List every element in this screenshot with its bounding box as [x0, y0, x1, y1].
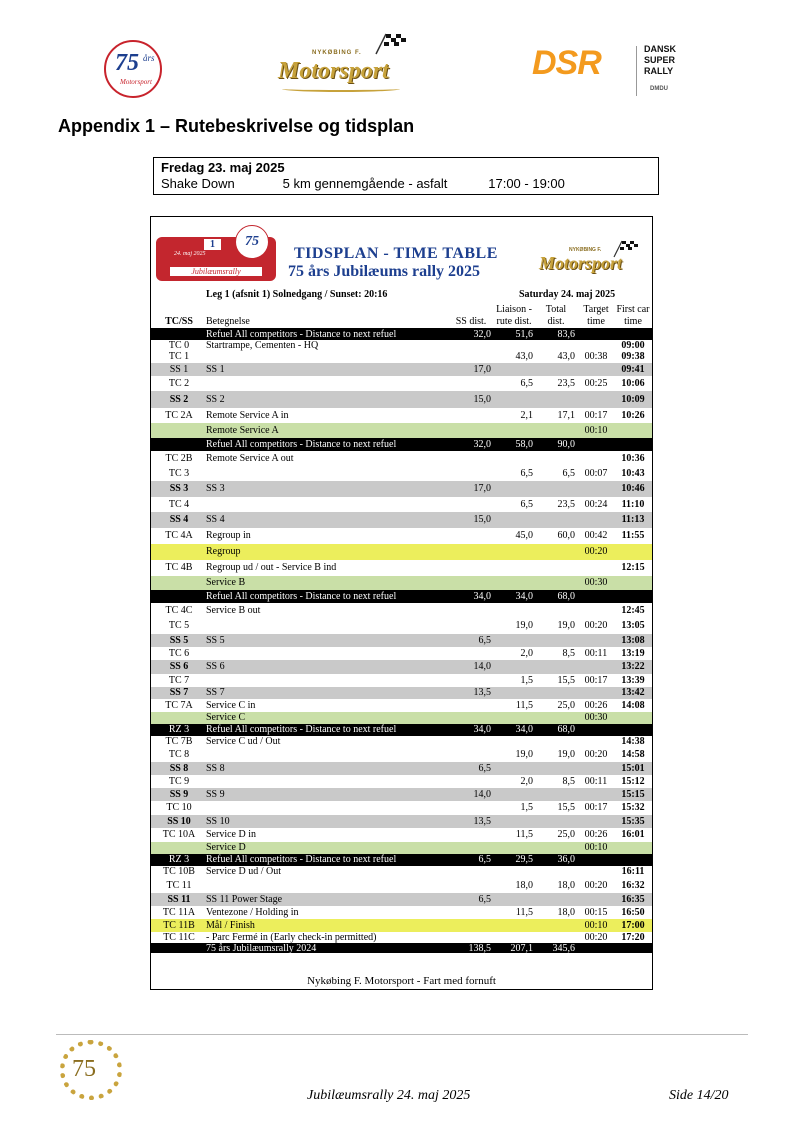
cell-desc: Refuel All competitors - Distance to next refuel	[206, 724, 397, 735]
cell-tot: 25,0	[557, 829, 575, 840]
cell-li: 45,0	[515, 530, 533, 541]
cell-fc: 10:06	[621, 378, 645, 389]
cell-tgt: 00:24	[584, 499, 608, 510]
cell-tc: TC 1	[168, 351, 190, 362]
cell-tc: TC 2A	[165, 410, 193, 421]
cell-li: 51,6	[515, 329, 533, 340]
logo-dsr-small: DMDU	[650, 86, 668, 92]
cell-ss: 34,0	[473, 591, 491, 602]
cell-tc: SS 4	[169, 514, 189, 525]
table-row	[151, 466, 652, 481]
cell-desc: - Parc Fermé in (Early check-in permitted)	[206, 932, 377, 943]
cell-tc: TC 4	[168, 499, 190, 510]
cell-fc: 15:12	[621, 776, 645, 787]
cell-li: 43,0	[515, 351, 533, 362]
cell-tot: 8,5	[562, 648, 575, 659]
cell-tc: SS 7	[169, 687, 189, 698]
cell-ss: 6,5	[478, 635, 491, 646]
cell-desc: Remote Service A	[206, 425, 279, 436]
cell-fc: 13:08	[621, 635, 645, 646]
table-row	[151, 674, 652, 687]
table-row	[151, 451, 652, 466]
leg-info	[151, 289, 652, 303]
cell-fc: 13:42	[621, 687, 645, 698]
cell-tot: 68,0	[557, 724, 575, 735]
col-tc: TC/SS	[165, 316, 193, 327]
cell-desc: Refuel All competitors - Distance to next refuel	[206, 329, 397, 340]
logo-dsr-line3: RALLY	[644, 66, 674, 76]
footer-page-number: Side 14/20	[669, 1088, 729, 1103]
cell-tgt: 00:17	[584, 675, 608, 686]
col-desc: Betegnelse	[206, 316, 250, 327]
cell-tgt: 00:11	[584, 776, 608, 787]
cell-tot: 90,0	[557, 439, 575, 450]
cell-desc: Service D ud / Out	[206, 866, 281, 877]
table-row	[151, 590, 652, 603]
cell-tc: SS 2	[169, 394, 189, 405]
cell-desc: Remote Service A out	[206, 453, 294, 464]
table-row	[151, 828, 652, 842]
cell-tot: 15,5	[557, 802, 575, 813]
rally-plate-75-logo: 75	[235, 225, 269, 259]
cell-tot: 25,0	[557, 700, 575, 711]
cell-li: 207,1	[510, 943, 533, 954]
cell-tot: 15,5	[557, 675, 575, 686]
cell-tc: TC 9	[168, 776, 190, 787]
cell-li: 2,0	[520, 648, 533, 659]
cell-tc: TC 7	[168, 675, 190, 686]
page-heading: Appendix 1 – Rutebeskrivelse og tidsplan	[58, 116, 415, 136]
table-row	[151, 712, 652, 724]
cell-li: 19,0	[515, 749, 533, 760]
cell-tc: TC 4B	[165, 562, 193, 573]
cell-li: 6,5	[520, 468, 533, 479]
cell-fc: 15:32	[621, 802, 645, 813]
logo-75-years	[104, 40, 162, 98]
cell-tc: TC 6	[168, 648, 190, 659]
cell-tot: 6,5	[562, 468, 575, 479]
cell-fc: 11:10	[621, 499, 645, 510]
logo-dsr-mark: DSR	[532, 44, 601, 82]
col-firstcar-bottom: time	[624, 316, 642, 327]
logo-75-aar: års	[143, 53, 155, 63]
cell-li: 11,5	[515, 907, 533, 918]
cell-tc: RZ 3	[168, 724, 190, 735]
shakedown-row	[161, 176, 651, 191]
cell-tgt: 00:30	[584, 712, 608, 723]
table-row	[151, 376, 652, 391]
cell-desc: Startrampe, Cementen - HQ	[206, 340, 319, 351]
cell-fc: 11:13	[621, 514, 645, 525]
cell-desc: Regroup in	[206, 530, 251, 541]
table-row	[151, 660, 652, 674]
table-row	[151, 560, 652, 576]
table-row	[151, 340, 652, 351]
cell-desc: SS 8	[206, 763, 225, 774]
cell-tc: TC 10A	[162, 829, 196, 840]
leg-info-date: Saturday 24. maj 2025	[519, 289, 616, 300]
table-row	[151, 748, 652, 762]
timetable-subtitle: 75 års Jubilæums rally 2025	[288, 263, 481, 280]
cell-tot: 60,0	[557, 530, 575, 541]
table-row	[151, 699, 652, 712]
col-ss: SS dist.	[455, 316, 487, 327]
cell-tot: 23,5	[557, 378, 575, 389]
cell-desc: Service C in	[206, 700, 256, 711]
table-row	[151, 408, 652, 423]
cell-li: 58,0	[515, 439, 533, 450]
shakedown-box	[153, 157, 659, 195]
col-target-bottom: time	[587, 316, 605, 327]
logo-dsr-line1: DANSK	[644, 44, 677, 54]
cell-fc: 10:36	[621, 453, 645, 464]
cell-tc: RZ 3	[168, 854, 190, 865]
cell-desc: Regroup ud / out - Service B ind	[206, 562, 337, 573]
cell-fc: 16:32	[621, 880, 645, 891]
cell-tot: 43,0	[557, 351, 575, 362]
table-row	[151, 919, 652, 932]
cell-fc: 15:15	[621, 789, 645, 800]
cell-fc: 13:39	[621, 675, 645, 686]
table-row	[151, 618, 652, 634]
col-total-top: Total	[545, 304, 567, 315]
cell-tc: TC 0	[168, 340, 190, 351]
cell-li: 34,0	[515, 591, 533, 602]
cell-li: 2,1	[520, 410, 533, 421]
cell-tgt: 00:20	[584, 932, 608, 943]
timetable-title: TIDSPLAN - TIME TABLE	[294, 245, 498, 262]
cell-ss: 6,5	[478, 894, 491, 905]
cell-tc: SS 6	[169, 661, 189, 672]
col-liaison-bottom: rute dist.	[496, 316, 532, 327]
cell-fc: 13:22	[621, 661, 645, 672]
table-row	[151, 801, 652, 815]
cell-tc: TC 10B	[163, 866, 195, 877]
cell-desc: SS 3	[206, 483, 225, 494]
table-row	[151, 634, 652, 647]
cell-tc: TC 7B	[165, 736, 193, 747]
cell-desc: Regroup	[206, 546, 241, 557]
table-row	[151, 603, 652, 618]
cell-fc: 14:58	[621, 749, 645, 760]
timetable-column-headers	[151, 303, 652, 329]
cell-tgt: 00:20	[584, 749, 608, 760]
cell-tc: TC 8	[168, 749, 190, 760]
cell-ss: 34,0	[473, 724, 491, 735]
logo-nm-swoosh	[282, 86, 400, 92]
cell-ss: 6,5	[478, 854, 491, 865]
shakedown-date: Fredag 23. maj 2025	[161, 160, 285, 175]
cell-tot: 83,6	[557, 329, 575, 340]
footer-wreath-number: 75	[72, 1056, 96, 1082]
table-row	[151, 762, 652, 775]
cell-fc: 17:20	[621, 932, 645, 943]
cell-ss: 17,0	[473, 483, 491, 494]
cell-tc: TC 7A	[165, 700, 193, 711]
cell-desc: SS 5	[206, 635, 225, 646]
cell-fc: 11:55	[621, 530, 645, 541]
shakedown-label: Shake Down	[161, 176, 235, 191]
cell-fc: 16:35	[621, 894, 645, 905]
cell-tgt: 00:20	[584, 880, 608, 891]
cell-fc: 10:46	[621, 483, 645, 494]
cell-tgt: 00:42	[584, 530, 608, 541]
cell-desc: SS 11 Power Stage	[206, 894, 283, 905]
cell-desc: SS 4	[206, 514, 225, 525]
cell-ss: 13,5	[473, 816, 491, 827]
timetable-header	[151, 217, 652, 287]
cell-tgt: 00:17	[584, 410, 608, 421]
cell-ss: 32,0	[473, 329, 491, 340]
shakedown-time: 17:00 - 19:00	[488, 176, 565, 191]
cell-tc: TC 11A	[162, 907, 196, 918]
cell-desc: Mål / Finish	[206, 920, 255, 931]
col-firstcar-top: First car	[616, 304, 650, 315]
rally-plate-name: Jubilæumsrally	[170, 267, 262, 276]
cell-li: 18,0	[515, 880, 533, 891]
cell-tc: TC 11	[166, 880, 192, 891]
cell-tgt: 00:26	[584, 829, 608, 840]
cell-tot: 19,0	[557, 620, 575, 631]
cell-tgt: 00:25	[584, 378, 608, 389]
timetable	[150, 216, 653, 990]
cell-fc: 14:38	[621, 736, 645, 747]
table-row	[151, 363, 652, 376]
cell-ss: 17,0	[473, 364, 491, 375]
cell-fc: 12:15	[621, 562, 645, 573]
cell-tgt: 00:30	[584, 577, 608, 588]
leg-info-left: Leg 1 (afsnit 1) Solnedgang / Sunset: 20:16	[206, 289, 388, 300]
table-row	[151, 497, 652, 512]
cell-li: 6,5	[520, 499, 533, 510]
cell-desc: Refuel All competitors - Distance to next refuel	[206, 854, 397, 865]
cell-tgt: 00:11	[584, 648, 608, 659]
table-row	[151, 815, 652, 828]
cell-tot: 8,5	[562, 776, 575, 787]
cell-tc: TC 4A	[165, 530, 193, 541]
cell-tc: SS 9	[169, 789, 189, 800]
cell-tc: TC 10	[166, 802, 192, 813]
timetable-footer: Nykøbing F. Motorsport - Fart med fornuft	[307, 975, 496, 987]
timetable-nm-small: NYKØBING F.	[569, 247, 602, 253]
cell-li: 34,0	[515, 724, 533, 735]
cell-tot: 18,0	[557, 907, 575, 918]
cell-fc: 16:01	[621, 829, 645, 840]
cell-fc: 13:19	[621, 648, 645, 659]
cell-fc: 10:43	[621, 468, 645, 479]
cell-li: 11,5	[515, 700, 533, 711]
cell-tgt: 00:10	[584, 425, 608, 436]
logo-nm-small: NYKØBING F.	[312, 50, 362, 56]
cell-tc: TC 3	[168, 468, 190, 479]
timetable-nm-logo	[537, 239, 645, 279]
table-row	[151, 544, 652, 560]
cell-tgt: 00:26	[584, 700, 608, 711]
cell-ss: 14,0	[473, 661, 491, 672]
cell-ss: 14,0	[473, 789, 491, 800]
table-row	[151, 329, 652, 340]
table-row	[151, 932, 652, 943]
table-row	[151, 423, 652, 438]
table-row	[151, 854, 652, 866]
table-row	[151, 788, 652, 801]
cell-tot: 17,1	[557, 410, 575, 421]
cell-tot: 19,0	[557, 749, 575, 760]
cell-desc: SS 9	[206, 789, 225, 800]
cell-tgt: 00:15	[584, 907, 608, 918]
cell-tgt: 00:17	[584, 802, 608, 813]
cell-ss: 138,5	[468, 943, 491, 954]
cell-tc: SS 10	[167, 816, 191, 827]
logo-dsr-separator	[636, 46, 637, 96]
footer-75-wreath-logo	[56, 1040, 126, 1100]
table-row	[151, 842, 652, 854]
table-row	[151, 724, 652, 736]
table-row	[151, 351, 652, 363]
table-row	[151, 647, 652, 660]
shakedown-desc: 5 km gennemgående - asfalt	[282, 176, 448, 191]
cell-tc: TC 11C	[163, 932, 195, 943]
logo-dsr-words	[644, 44, 676, 77]
col-target-top: Target	[583, 304, 609, 315]
cell-ss: 15,0	[473, 394, 491, 405]
cell-desc: SS 7	[206, 687, 225, 698]
cell-tc: SS 11	[167, 894, 191, 905]
cell-tgt: 00:10	[584, 920, 608, 931]
table-row	[151, 736, 652, 748]
table-row	[151, 943, 652, 953]
cell-tot: 68,0	[557, 591, 575, 602]
logo-dsr-line2: SUPER	[644, 55, 676, 65]
cell-li: 19,0	[515, 620, 533, 631]
cell-desc: SS 2	[206, 394, 225, 405]
table-row	[151, 878, 652, 893]
table-row	[151, 512, 652, 528]
col-total-bottom: dist.	[547, 316, 565, 327]
logo-nykobing-motorsport	[274, 32, 414, 98]
table-row	[151, 528, 652, 544]
cell-tc: SS 5	[169, 635, 189, 646]
cell-li: 2,0	[520, 776, 533, 787]
timetable-rows	[151, 329, 652, 953]
cell-tot: 23,5	[557, 499, 575, 510]
cell-fc: 10:09	[621, 394, 645, 405]
cell-ss: 32,0	[473, 439, 491, 450]
cell-desc: Service C ud / Out	[206, 736, 281, 747]
cell-fc: 09:00	[621, 340, 645, 351]
timetable-nm-big: Motorsport	[539, 253, 623, 273]
footer-event: Jubilæumsrally 24. maj 2025	[307, 1088, 471, 1103]
table-row	[151, 391, 652, 408]
cell-fc: 14:08	[621, 700, 645, 711]
cell-tot: 18,0	[557, 880, 575, 891]
cell-desc: SS 1	[206, 364, 225, 375]
cell-ss: 15,0	[473, 514, 491, 525]
cell-tot: 36,0	[557, 854, 575, 865]
cell-fc: 15:35	[621, 816, 645, 827]
logo-nm-big: Motorsport	[278, 58, 389, 84]
cell-desc: Refuel All competitors - Distance to next refuel	[206, 439, 397, 450]
cell-li: 11,5	[515, 829, 533, 840]
rally-plate-date: 24. maj 2025	[174, 251, 206, 257]
cell-tc: TC 2B	[165, 453, 193, 464]
cell-fc: 17:00	[621, 920, 645, 931]
cell-desc: Refuel All competitors - Distance to next refuel	[206, 591, 397, 602]
logo-75-sub: Motorsport	[120, 78, 152, 86]
cell-tc: TC 4C	[165, 605, 193, 616]
cell-li: 1,5	[520, 802, 533, 813]
checkered-flag-icon	[372, 32, 412, 56]
cell-fc: 16:11	[621, 866, 645, 877]
table-row	[151, 775, 652, 788]
cell-li: 29,5	[515, 854, 533, 865]
cell-tgt: 00:10	[584, 842, 608, 853]
cell-desc: Service C	[206, 712, 246, 723]
table-row	[151, 906, 652, 919]
footer-divider	[56, 1034, 748, 1035]
logo-dansk-super-rally	[532, 42, 702, 102]
cell-fc: 15:01	[621, 763, 645, 774]
cell-tgt: 00:07	[584, 468, 608, 479]
table-row	[151, 438, 652, 451]
table-row	[151, 481, 652, 497]
logo-75-number: 75	[115, 50, 139, 76]
table-row	[151, 687, 652, 699]
cell-tc: TC 2	[168, 378, 190, 389]
cell-desc: 75 års Jubilæumsrally 2024	[206, 943, 317, 954]
cell-desc: SS 10	[206, 816, 230, 827]
table-row	[151, 576, 652, 590]
cell-fc: 09:41	[621, 364, 645, 375]
cell-tc: TC 11B	[163, 920, 195, 931]
cell-desc: Service B out	[206, 605, 261, 616]
cell-fc: 16:50	[621, 907, 645, 918]
cell-ss: 13,5	[473, 687, 491, 698]
cell-tot: 345,6	[552, 943, 575, 954]
cell-tgt: 00:38	[584, 351, 608, 362]
cell-tgt: 00:20	[584, 620, 608, 631]
cell-desc: SS 6	[206, 661, 225, 672]
cell-tc: SS 3	[169, 483, 189, 494]
cell-desc: Service D in	[206, 829, 256, 840]
cell-fc: 10:26	[621, 410, 645, 421]
cell-fc: 13:05	[621, 620, 645, 631]
cell-desc: Service B	[206, 577, 246, 588]
cell-tgt: 00:20	[584, 546, 608, 557]
cell-fc: 09:38	[621, 351, 645, 362]
table-row	[151, 893, 652, 906]
rally-plate-number: 1	[204, 239, 221, 250]
cell-fc: 12:45	[621, 605, 645, 616]
cell-tc: SS 8	[169, 763, 189, 774]
cell-tc: SS 1	[169, 364, 189, 375]
table-row	[151, 866, 652, 878]
cell-li: 1,5	[520, 675, 533, 686]
cell-ss: 6,5	[478, 763, 491, 774]
cell-desc: Ventezone / Holding in	[206, 907, 299, 918]
cell-desc: Service D	[206, 842, 246, 853]
cell-tc: TC 5	[168, 620, 190, 631]
cell-li: 6,5	[520, 378, 533, 389]
col-liaison-top: Liaison -	[496, 304, 532, 315]
cell-desc: Remote Service A in	[206, 410, 289, 421]
